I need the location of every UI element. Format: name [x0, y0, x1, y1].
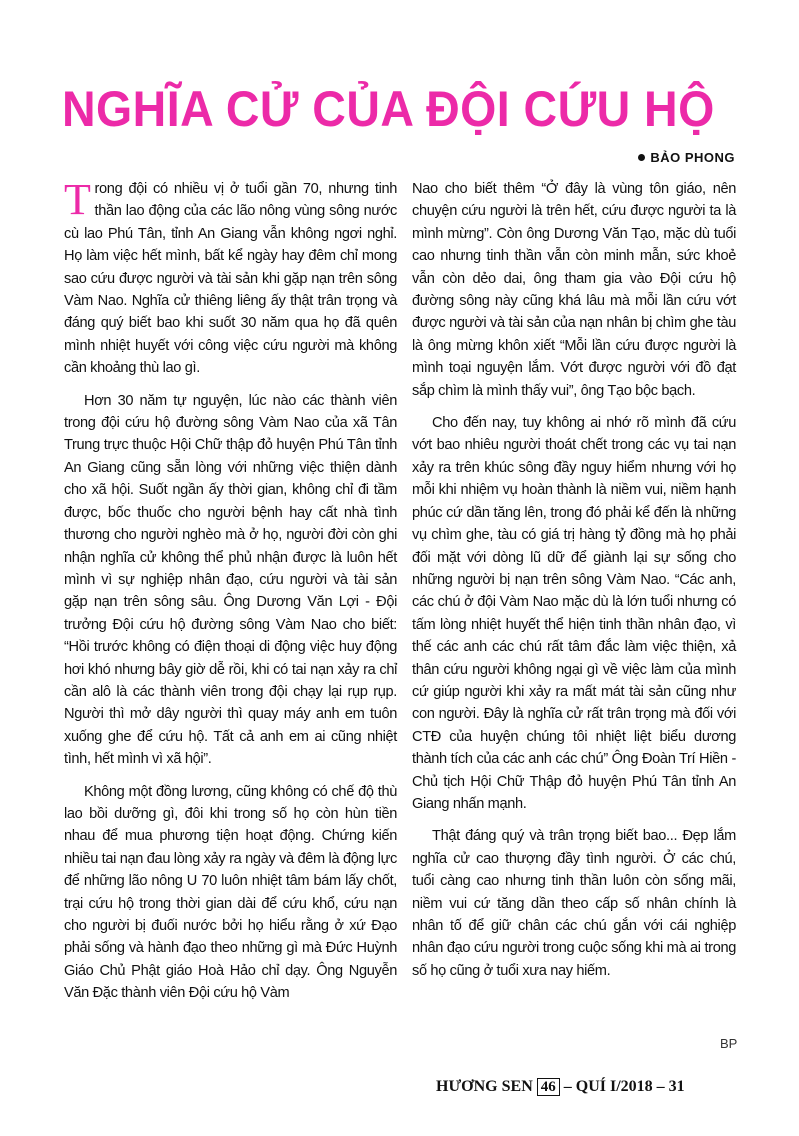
article-title: NGHĨA CỬ CỦA ĐỘI CỨU HỘ [62, 81, 715, 137]
magazine-name: HƯƠNG SEN [436, 1078, 533, 1095]
page-footer [436, 1078, 685, 1096]
article-column-left [64, 175, 397, 1015]
paragraph-1-text: rong đội có nhiều vị ở tuổi gần 70, nhưng tinh thần lao động của các lão nông vùng sông nước cù lao Phú Tân, tỉnh An Giang vẫn không ngơi nghỉ. Họ làm việc hết mình, bất kể ngày hay đêm chỉ mong sao cứu được người và tài sản khi gặp nạn trên sông Vàm Nao. Nghĩa cử thiêng liêng ấy thật trân trọng và đáng quý biết bao khi suốt 30 năm qua họ đã quên mình nhiệt huyết với công việc cứu người mà không cần khoảng thù lao gì. [64, 181, 397, 377]
article-column-right [412, 178, 736, 992]
paragraph-3-start: Không một đồng lương, cũng không có chế độ thù lao bồi dưỡng gì, đôi khi trong số họ còn hùn tiền nhau để mua phương tiện hoạt động. Chứng kiến nhiều tai nạn đau lòng xảy ra ngày và đêm là động lực để những lão nông U 70 luôn nhiệt tâm bám lấy chốt, trại cứu hộ trong thời gian dài để cứu khổ, cứu nạn cho người bị đuối nước bởi họ hiểu rằng ở xứ Đạo phải sống và hành đạo theo những gì mà Đức Huỳnh Giáo Chủ Phật giáo Hoà Hảo chỉ dạy. Ông Nguyễn Văn Đặc thành viên Đội cứu hộ Vàm [64, 783, 397, 1002]
paragraph-1 [64, 175, 397, 380]
bullet-icon [638, 154, 645, 161]
issue-number: 46 [537, 1078, 560, 1096]
paragraph-3-continued: Nao cho biết thêm “Ở đây là vùng tôn giáo, nên chuyện cứu người là trên hết, cứu được người ta là mình mừng”. Còn ông Dương Văn Tạo, mặc dù tuổi cao nhưng tinh thần vẫn còn minh mẫn, sức khoẻ vẫn còn dẻo dai, ông tham gia vào Đội cứu hộ đường sông này cũng khá lâu mà mỗi lần cứu vớt được người và tài sản của nạn nhân bị chìm ghe tàu là ông mừng khôn xiết “Mỗi lần cứu được người là mình toại nguyện lắm. Vớt được người với đồ đạt sắp chìm là mình thấy vui”, ông Tạo bộc bạch. [412, 181, 736, 399]
drop-cap: T [64, 175, 91, 224]
paragraph-5: Thật đáng quý và trân trọng biết bao... Đẹp lắm nghĩa cử cao thượng đầy tình người. Ở các chú, tuổi càng cao nhưng tinh thần luôn còn sống mãi, niềm vui cứ tăng dần theo cấp số nhân chính là nhân tố để giữ chân các chú gắn với cái nghiệp nhân đạo cứu người trong cuộc sống khi mà ai trong số họ cũng ở tuổi xưa nay hiếm. [412, 828, 736, 979]
paragraph-2: Hơn 30 năm tự nguyện, lúc nào các thành viên trong đội cứu hộ đường sông Vàm Nao của xã Tân Trung trực thuộc Hội Chữ thập đỏ huyện Phú Tân tỉnh An Giang cũng sẵn lòng với những việc thiện dành cho xã hội. Suốt ngần ấy thời gian, không chỉ đi tầm được, bốc thuốc cho người bệnh hay cất nhà tình thương cho người nghèo mà ở họ, người đời còn ghi nhận nghĩa cử không thể phủ nhận được là luôn hết mình vì sự nghiệp nhân đạo, cứu người và tài sản gặp nạn trên sông sâu. Ông Dương Văn Lợi - Đội trưởng Đội cứu hộ đường sông Vàm Nao cho biết: “Hồi trước không có điện thoại di động việc huy động hơi khó nhưng bây giờ dễ rồi, khi có tai nạn xảy ra chỉ cần alô là các thành viên trong đội chạy lại rụp rụp. Người thì mở dây người thì quay máy anh em tuôn xuống ghe để cứu hộ. Tất cả anh em ai cũng nhiệt tình, hết mình vì xã hội”. [64, 392, 397, 768]
paragraph-4: Cho đến nay, tuy không ai nhớ rõ mình đã cứu vớt bao nhiêu người thoát chết trong các vụ tai nạn xảy ra trên khúc sông đầy nguy hiểm nhưng với họ mỗi khi nhiệm vụ hoàn thành là niềm vui, niềm hạnh phúc cứ dần tăng lên, trong đó phải kể đến là những vụ chìm ghe, tàu có giá trị hàng tỷ đồng mà họ phải đối mặt với dòng lũ dữ để giành lại sự sống cho những người bị nạn trên sông Vàm Nao. “Các anh, các chú ở đội Vàm Nao mặc dù là lớn tuổi nhưng có tấm lòng nhiệt huyết thể hiện tinh thần nhân đạo, vì thế các anh các chú rất tâm đắc làm việc thiện, xả thân cứu người không ngại gì về việc làm của mình cứ giúp người khi xảy ra mất mát tài sản cũng như con người. Đây là nghĩa cử rất trân trọng mà đối với CTĐ của huyện chúng tôi nhiệt liệt biểu dương thành tích của các anh các chú” Ông Đoàn Trí Hiền - Chủ tịch Hội Chữ Thập đỏ huyện Phú Tân tỉnh An Giang nhấn mạnh. [412, 415, 736, 812]
author-name: BẢO PHONG [650, 150, 735, 165]
author-byline [638, 150, 735, 165]
signature: BP [720, 1036, 738, 1051]
issue-period: – QUÍ I/2018 – [563, 1078, 665, 1095]
page-number: 31 [668, 1078, 685, 1095]
